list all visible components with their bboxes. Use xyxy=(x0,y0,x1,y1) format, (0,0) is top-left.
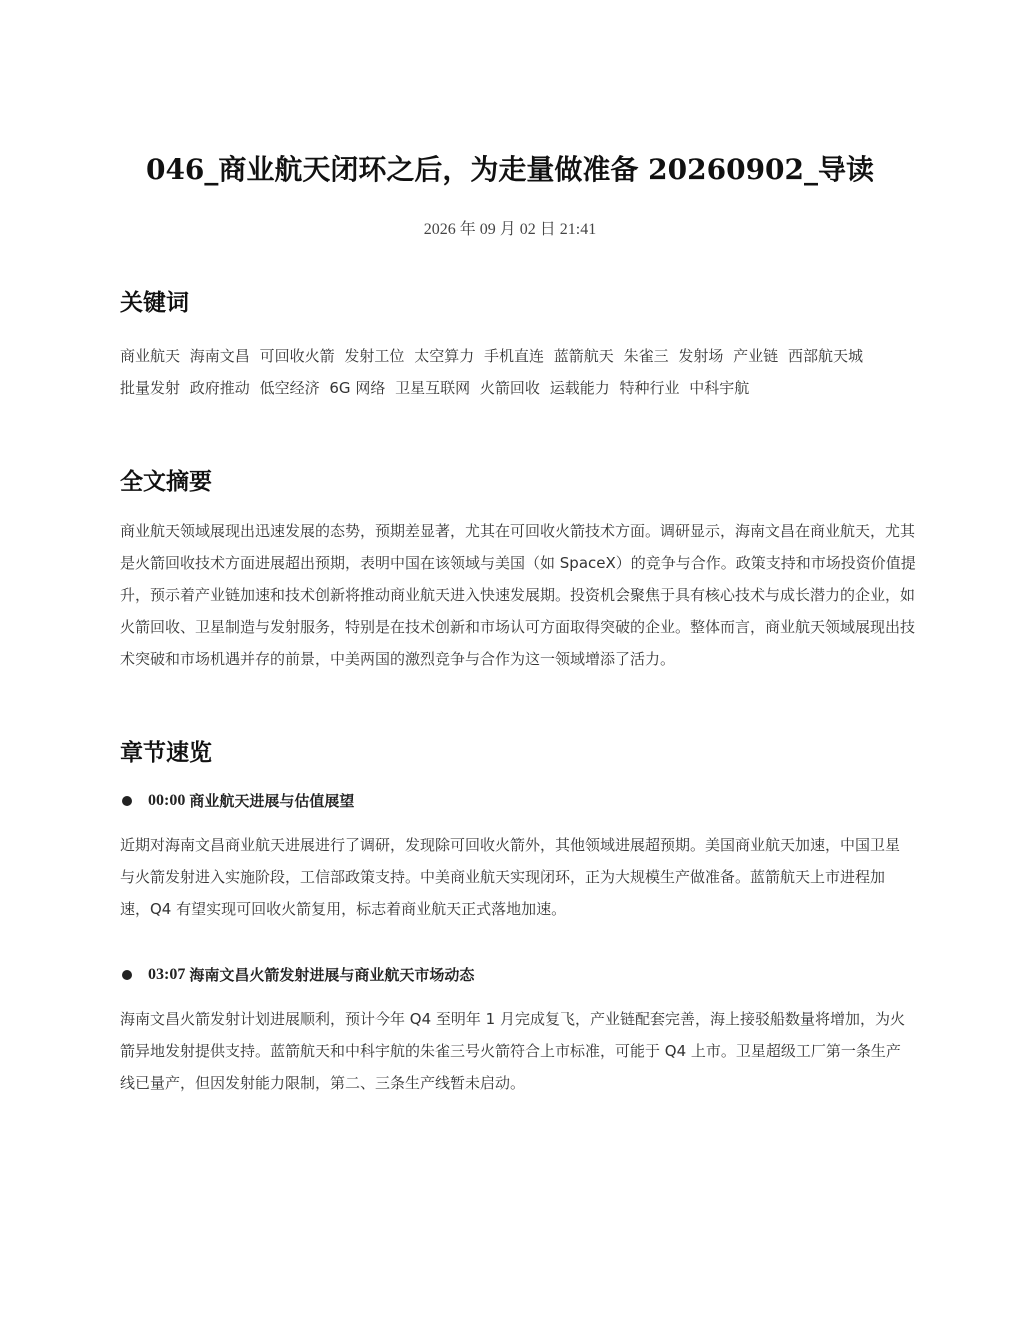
keyword: 批量发射 xyxy=(120,379,181,397)
keyword: 发射工位 xyxy=(344,347,405,365)
chapter-item xyxy=(120,963,905,1099)
keywords-heading: 关键词 xyxy=(120,290,189,316)
chapter-body: 近期对海南文昌商业航天进展进行了调研，发现除可回收火箭外，其他领域进展超预期。美国商业航天加速，中国卫星与火箭发射进入实施阶段，工信部政策支持。中美商业航天实现闭环，正为大规模生产做准备。蓝箭航天上市进程加速，Q4 有望实现可回收火箭复用，标志着商业航天正式落地加速。 xyxy=(120,836,901,918)
keyword: 海南文昌 xyxy=(189,347,250,365)
chapters-heading: 章节速览 xyxy=(120,740,212,766)
summary-paragraph: 商业航天领域展现出迅速发展的态势，预期差显著，尤其在可回收火箭技术方面。调研显示，海南文昌在商业航天，尤其是火箭回收技术方面进展超出预期，表明中国在该领域与美国（如 SpaceX）的竞争与合作。政策支持和市场投资价值提升，预示着产业链加速和技术创新将推动商业航天进入快速发展期。投资机会聚焦于具有核心技术与成长潜力的企业，如火箭回收、卫星制造与发射服务，特别是在技术创新和市场认可方面取得突破的企业。整体而言，商业航天领域展现出技术突破和市场机遇并存的前景，中美两国的激烈竞争与合作为这一领域增添了活力。 xyxy=(120,522,916,668)
chapter-item xyxy=(120,789,900,925)
chapter-title-row xyxy=(120,963,900,987)
keyword: 太空算力 xyxy=(414,347,475,365)
keyword: 西部航天城 xyxy=(787,347,863,365)
keyword: 蓝箭航天 xyxy=(553,347,614,365)
keyword-list xyxy=(120,340,910,404)
keyword: 可回收火箭 xyxy=(259,347,335,365)
chapter-title-row xyxy=(120,789,900,813)
keyword: 6G 网络 xyxy=(329,379,386,397)
chapter-title: 商业航天进展与估值展望 xyxy=(189,792,355,810)
keyword: 政府推动 xyxy=(189,379,250,397)
keyword: 手机直连 xyxy=(483,347,544,365)
keyword: 卫星互联网 xyxy=(395,379,471,397)
keyword: 朱雀三 xyxy=(623,347,669,365)
keyword: 低空经济 xyxy=(259,379,320,397)
keyword: 特种行业 xyxy=(619,379,680,397)
summary-heading: 全文摘要 xyxy=(120,469,212,495)
chapter-timestamp: 00:00 xyxy=(148,792,186,809)
keyword: 火箭回收 xyxy=(479,379,540,397)
bullet-icon xyxy=(122,796,132,806)
document-title: 046_商业航天闭环之后，为走量做准备 20260902_导读 xyxy=(145,153,875,186)
keyword: 产业链 xyxy=(733,347,779,365)
document-date: 2026 年 09 月 02 日 21:41 xyxy=(423,221,597,238)
keyword: 运载能力 xyxy=(549,379,610,397)
chapter-timestamp: 03:07 xyxy=(148,966,186,983)
keyword: 中科宇航 xyxy=(689,379,750,397)
keyword: 发射场 xyxy=(678,347,724,365)
bullet-icon xyxy=(122,970,132,980)
keyword: 商业航天 xyxy=(120,347,181,365)
chapter-title: 海南文昌火箭发射进展与商业航天市场动态 xyxy=(189,966,475,984)
chapter-body: 海南文昌火箭发射计划进展顺利，预计今年 Q4 至明年 1 月完成复飞，产业链配套完善，海上接驳船数量将增加，为火箭异地发射提供支持。蓝箭航天和中科宇航的朱雀三号火箭符合上市标准，可能于 Q4 上市。卫星超级工厂第一条生产线已量产，但因发射能力限制，第二、三条生产线暂未启动。 xyxy=(120,1010,905,1092)
